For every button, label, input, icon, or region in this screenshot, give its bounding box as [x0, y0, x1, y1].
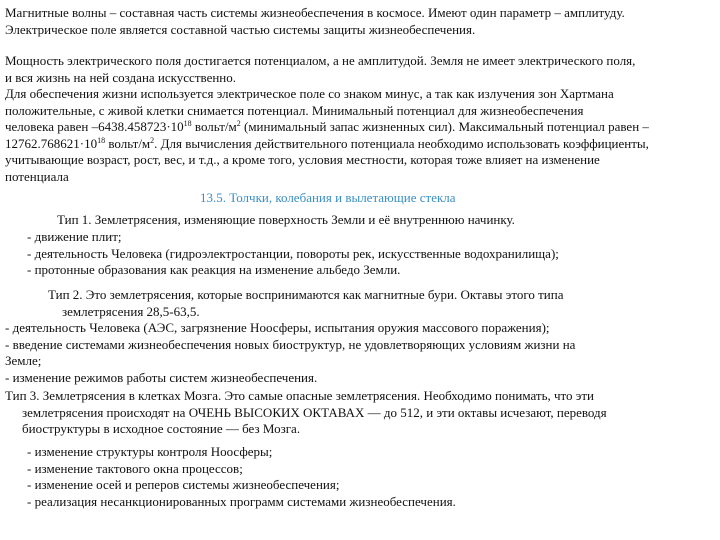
- list-item: - изменение режимов работы систем жизнеобеспечения.: [5, 369, 318, 385]
- list-item: - деятельность Человека (АЭС, загрязнение Ноосферы, испытания оружия массового поражения);: [5, 320, 550, 335]
- type3-list: [27, 444, 720, 510]
- intro-paragraph: [5, 5, 717, 38]
- formula-line-max: $12762.768621\cdot 10^{18}$ вольт/$м^2$. Для вычисления действительного потенциала необходимо использовать коэффициенты,: [5, 135, 649, 151]
- text-line: и вся жизнь на ней создана искусственно.: [5, 69, 236, 85]
- text-line: землетрясения 28,5-63,5.: [62, 303, 200, 319]
- text-line: Тип 3. Землетрясения в клетках Мозга. Это самые опасные землетрясения. Необходимо понимать, что эти: [5, 388, 595, 403]
- type1-list: [27, 229, 720, 279]
- list-item: - деятельность Человека (гидроэлектростанции, повороты рек, искусственные водохранилища);: [27, 245, 559, 261]
- list-item: - движение плит;: [27, 229, 122, 244]
- list-item: Земле;: [5, 353, 42, 368]
- list-item: - изменение осей и реперов системы жизнеобеспечения;: [27, 477, 340, 492]
- text-line: Мощность электрического поля достигается потенциалом, а не амплитудой. Земля не имеет электрического поля,: [5, 53, 636, 68]
- type1-title: Тип 1. Землетрясения, изменяющие поверхность Земли и её внутреннюю начинку.: [57, 212, 515, 227]
- list-item: - введение системами жизнеобеспечения новых биоструктур, не удовлетворяющих условиям жизни на: [5, 336, 576, 352]
- list-item: - изменение структуры контроля Ноосферы;: [27, 444, 273, 459]
- list-item: - реализация несанкционированных программ системами жизнеобеспечения.: [27, 493, 456, 509]
- text-line: потенциала: [5, 168, 69, 184]
- formula-line-min: человека равен $-6438.458723\cdot 10^{18}$ вольт/$м^2$ (минимальный запас жизненных сил). Максимальный потенциал равен –: [5, 119, 649, 134]
- text-line: землетрясения происходят на ОЧЕНЬ ВЫСОКИХ ОКТАВАХ — до 512, и эти октавы исчезают, переводя: [22, 404, 607, 420]
- potential-paragraph: [5, 53, 717, 185]
- text-line: Магнитные волны – составная часть системы жизнеобеспечения в космосе. Имеют один параметр – амплитуду.: [5, 5, 625, 20]
- text-line: Электрическое поле является составной частью системы защиты жизнеобеспечения.: [5, 21, 476, 37]
- text-line: положительные, с живой клетки снимается потенциал. Минимальный потенциал для жизнеобеспечения: [5, 102, 584, 118]
- text-line: Тип 2. Это землетрясения, которые воспринимаются как магнитные бури. Октавы этого типа: [48, 287, 564, 302]
- text-line: биоструктуры в исходное состояние — без Мозга.: [22, 421, 301, 436]
- type2-list: [5, 320, 717, 386]
- text-line: Для обеспечения жизни используется электрическое поле со знаком минус, а так как излучения зон Хартмана: [5, 86, 614, 101]
- list-item: - изменение тактового окна процессов;: [27, 460, 243, 476]
- text-line: учитывающие возраст, рост, вес, и т.д., а кроме того, условия местности, которая тоже влияет на изменение: [5, 152, 600, 167]
- type3-paragraph: [5, 388, 717, 438]
- type2-title: [48, 287, 720, 320]
- list-item: - протонные образования как реакция на изменение альбедо Земли.: [27, 262, 401, 277]
- section-heading: 13.5. Толчки, колебания и вылетающие стекла: [200, 190, 456, 205]
